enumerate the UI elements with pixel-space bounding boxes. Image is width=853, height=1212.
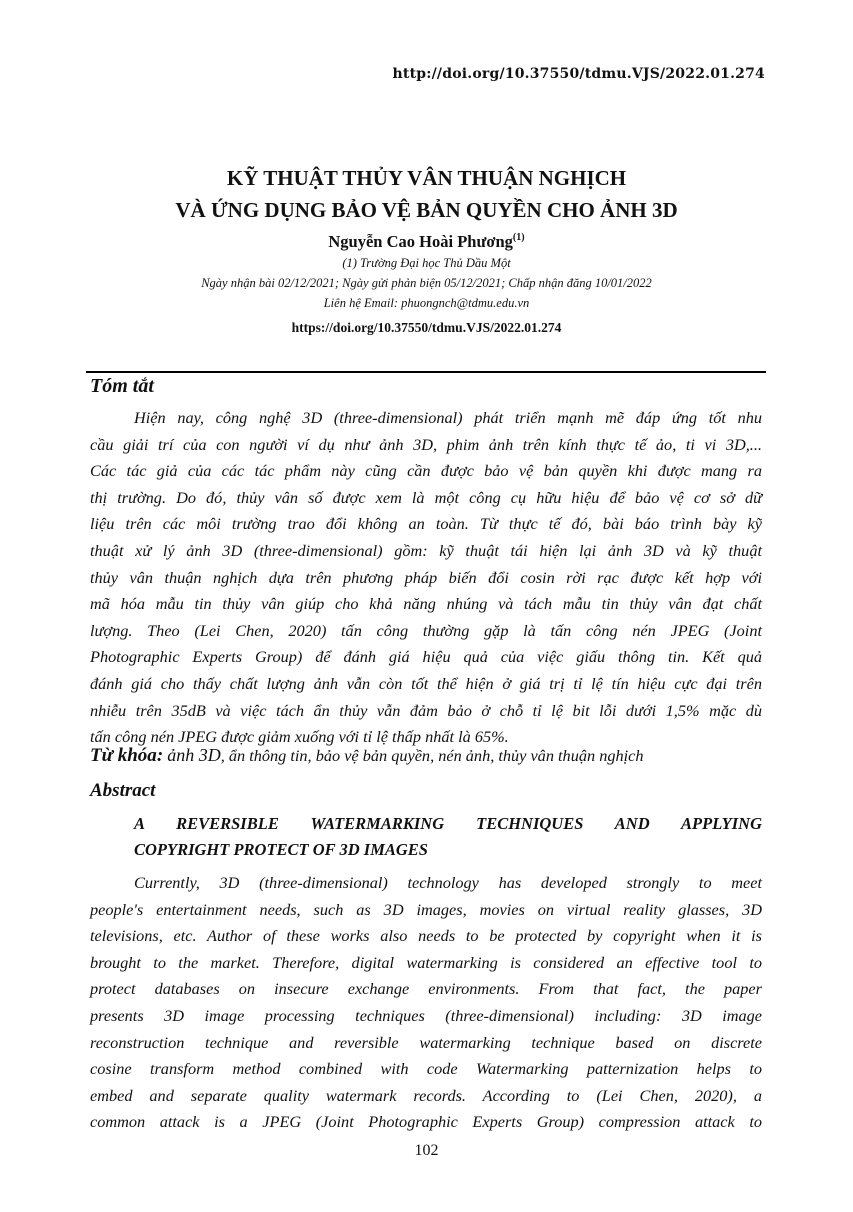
abstract-line: presents 3D image processing techniques (three-dimensional) including: 3D image — [90, 1005, 762, 1025]
contact-email[interactable]: Liên hệ Email: phuongnch@tdmu.edu.vn — [323, 296, 530, 310]
keywords — [90, 745, 644, 767]
author — [0, 232, 853, 252]
abstract-line: reconstruction technique and reversible watermarking technique based on discrete — [90, 1032, 762, 1052]
article-title-line-2: VÀ ỨNG DỤNG BẢO VỆ BẢN QUYỀN CHO ẢNH 3D — [175, 198, 678, 222]
header-doi-link[interactable]: http://doi.org/10.37550/tdmu.VJS/2022.01.274 — [392, 66, 765, 82]
abstract-heading: Abstract — [90, 780, 156, 801]
abstract-line: protect databases on insecure exchange environments. From that fact, the paper — [90, 979, 762, 999]
abstract-line: common attack is a JPEG (Joint Photographic Experts Group) compression attack to — [90, 1112, 762, 1132]
keywords-label: Từ khóa — [90, 745, 157, 766]
summary-heading: Tóm tắt — [90, 375, 154, 397]
summary-line: tấn công nén JPEG được giảm xuống với tỉ lệ thấp nhất là 65%. — [90, 727, 509, 747]
abstract-line: Currently, 3D (three-dimensional) technology has developed strongly to meet — [134, 873, 762, 892]
abstract-line: brought to the market. Therefore, digital watermarking is considered an effective tool to — [90, 952, 762, 972]
author-name: Nguyễn Cao Hoài Phương — [328, 232, 513, 251]
summary-line: mã hóa mẫu tin thủy vân giúp cho khả năng nhúng và tách mẫu tin thủy vân đạt chất — [90, 594, 762, 614]
section-divider — [86, 371, 766, 373]
keywords-list: , ẩn thông tin, bảo vệ bản quyền, nén ảnh, thủy vân thuận nghịch — [220, 746, 644, 765]
submission-dates: Ngày nhận bài 02/12/2021; Ngày gửi phản biện 05/12/2021; Chấp nhận đăng 10/01/2022 — [201, 276, 652, 290]
summary-line: liệu trên các môi trường trao đổi không an toàn. Từ thực tế đó, bài báo trình bày kỹ — [90, 514, 762, 534]
summary-paragraph — [90, 405, 762, 751]
english-title-line-1: A REVERSIBLE WATERMARKING TECHNIQUES AND APPLYING — [134, 814, 762, 833]
english-title-line-2: COPYRIGHT PROTECT OF 3D IMAGES — [134, 840, 428, 859]
article-title-line-1: KỸ THUẬT THỦY VÂN THUẬN NGHỊCH — [226, 166, 627, 190]
affiliation: (1) Trường Đại học Thủ Dầu Một — [342, 256, 511, 270]
affiliation-mark: (1) — [512, 232, 525, 243]
keywords-colon: : — [156, 745, 164, 766]
summary-line: Photographic Experts Group) để đánh giá hiệu quả của việc giấu thông tin. Kết quả — [90, 647, 762, 667]
summary-line: lượng. Theo (Lei Chen, 2020) tấn công thường gặp là tấn công nén JPEG (Joint — [90, 620, 762, 640]
summary-line: thủy vân thuận nghịch dựa trên phương pháp biến đổi cosin rời rạc được kết hợp với — [90, 567, 762, 587]
page-number: 102 — [414, 1142, 439, 1159]
abstract-line: embed and separate quality watermark records. According to (Lei Chen, 2020), a — [90, 1085, 762, 1105]
keyword-first: ảnh 3D — [167, 745, 221, 765]
abstract-line: cosine transform method combined with code Watermarking patternization helps to — [90, 1059, 762, 1079]
article-doi-link[interactable]: https://doi.org/10.37550/tdmu.VJS/2022.01.274 — [291, 320, 562, 335]
abstract-line: televisions, etc. Author of these works also needs to be protected by copyright when it is — [90, 926, 762, 946]
summary-line: thuật xử lý ảnh 3D (three-dimensional) gồm: kỹ thuật tái hiện lại ảnh 3D và kỹ thuật — [90, 540, 762, 560]
summary-line: đánh giá cho thấy chất lượng ảnh vẫn còn tốt thể hiện ở giá trị tỉ lệ tín hiệu cực đại trên — [90, 673, 762, 693]
summary-line: thị trường. Do đó, thủy vân số được xem là một công cụ hữu hiệu để bảo vệ cơ sở dữ — [90, 487, 762, 507]
abstract-paragraph — [90, 870, 762, 1136]
summary-line: nhiễu trên 35dB và việc tách ẩn thủy vẫn đảm bảo ở chỗ tỉ lệ bit lỗi dưới 1,5% mặc dù — [90, 700, 762, 720]
summary-line: cầu giải trí của con người ví dụ như ảnh 3D, phim ảnh trên kính thực tế ảo, ti vi 3D,... — [90, 434, 762, 454]
summary-line: Các tác giả của các tác phẩm này cũng cần được bảo vệ bản quyền khi được mang ra — [90, 461, 762, 481]
summary-line: Hiện nay, công nghệ 3D (three-dimensional) phát triển mạnh mẽ đáp ứng tốt nhu — [134, 408, 762, 427]
abstract-line: people's entertainment needs, such as 3D images, movies on virtual reality glasses, 3D — [90, 899, 762, 919]
